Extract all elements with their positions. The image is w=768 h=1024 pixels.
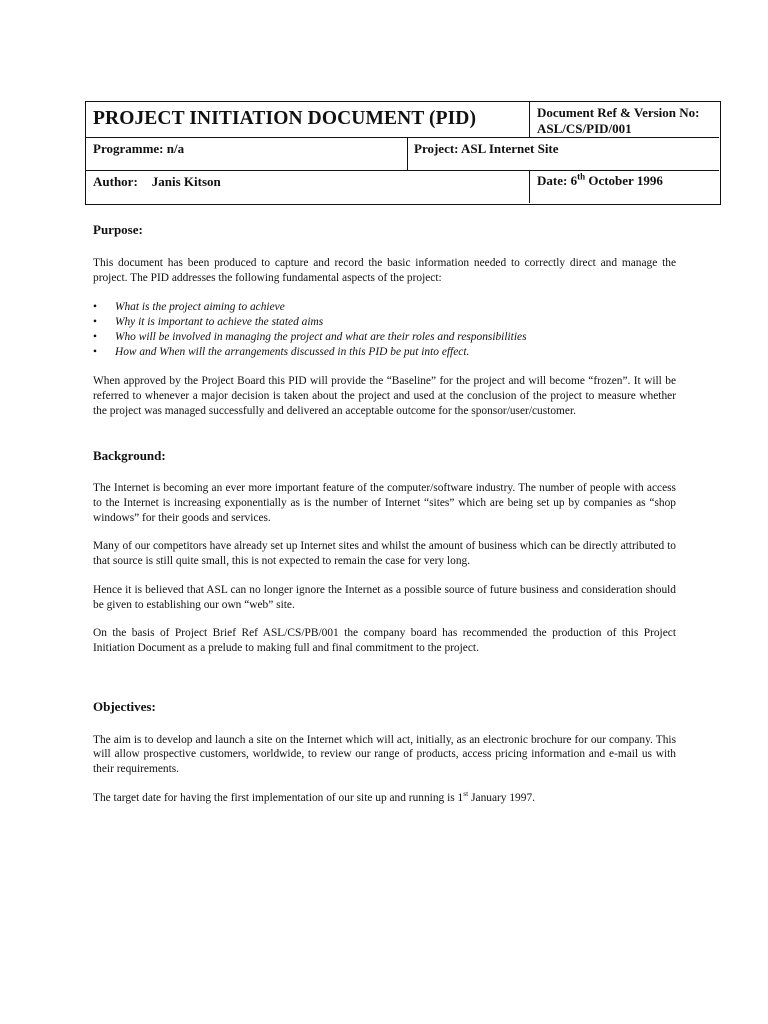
background-paragraph: The Internet is becoming an ever more important feature of the computer/software industry. The number of people with access to the Internet is increasing exponentially as is the number of Internet “sites” which are being set up by companies as “shop windows” for their goods and services. <box>93 482 676 524</box>
target-date-prefix: The target date for having the first implementation of our site up and running is 1 <box>93 791 464 804</box>
document-ref-value: ASL/CS/PID/001 <box>537 121 632 136</box>
date-suffix: October 1996 <box>585 173 663 188</box>
target-date-superscript: st <box>463 788 469 798</box>
document-ref-cell <box>530 102 719 138</box>
author-label: Author: <box>93 174 138 189</box>
programme-field: Programme: n/a <box>86 138 408 171</box>
list-item: • What is the project aiming to achieve <box>93 300 676 315</box>
date-superscript: th <box>577 171 586 182</box>
purpose-closing: When approved by the Project Board this PID will provide the “Baseline” for the project and will become “frozen”. It will be referred to whenever a major decision is taken about the project and used at the conclusion of the project to measure whether the project was managed successfully and delivered an acceptable outcome for the sponsor/user/customer. <box>93 375 676 417</box>
list-item: • Who will be involved in managing the project and what are their roles and responsibilities <box>93 330 676 345</box>
document-title: PROJECT INITIATION DOCUMENT (PID) <box>86 102 530 138</box>
project-field: Project: ASL Internet Site <box>408 138 719 171</box>
background-paragraph: On the basis of Project Brief Ref ASL/CS/PB/001 the company board has recommended the production of this Project Initiation Document as a prelude to making full and final commitment to the project. <box>93 627 676 654</box>
background-paragraph: Many of our competitors have already set up Internet sites and whilst the amount of business which can be directly attributed to that source is still quite small, this is not expected to remain the case for very long. <box>93 540 676 568</box>
purpose-intro: This document has been produced to capture and record the basic information needed to correctly direct and manage the project. The PID addresses the following fundamental aspects of the project: <box>93 257 676 284</box>
objectives-paragraph: The aim is to develop and launch a site on the Internet which will act, initially, as an electronic brochure for our company. This will allow prospective customers, worldwide, to review our range of products, access pricing information and e-mail us with their requirements. <box>93 733 676 776</box>
purpose-heading: Purpose: <box>93 222 143 237</box>
date-field <box>530 171 719 203</box>
objectives-heading: Objectives: <box>93 698 156 714</box>
target-date-suffix: January 1997. <box>468 791 535 804</box>
purpose-bullet-list <box>93 300 676 359</box>
background-paragraph: Hence it is believed that ASL can no longer ignore the Internet as a possible source of future business and consideration should be given to establishing our own “web” site. <box>93 583 676 611</box>
author-field <box>86 171 530 203</box>
document-ref-label: Document Ref & Version No: <box>537 105 700 120</box>
author-name: Janis Kitson <box>151 174 221 189</box>
objectives-target-date <box>93 788 676 806</box>
list-item: • How and When will the arrangements discussed in this PID be put into effect. <box>93 345 676 360</box>
document-header-table <box>85 101 721 205</box>
date-prefix: Date: 6 <box>537 173 578 188</box>
background-heading: Background: <box>93 448 166 464</box>
list-item: • Why it is important to achieve the stated aims <box>93 315 676 330</box>
document-body <box>93 222 676 805</box>
